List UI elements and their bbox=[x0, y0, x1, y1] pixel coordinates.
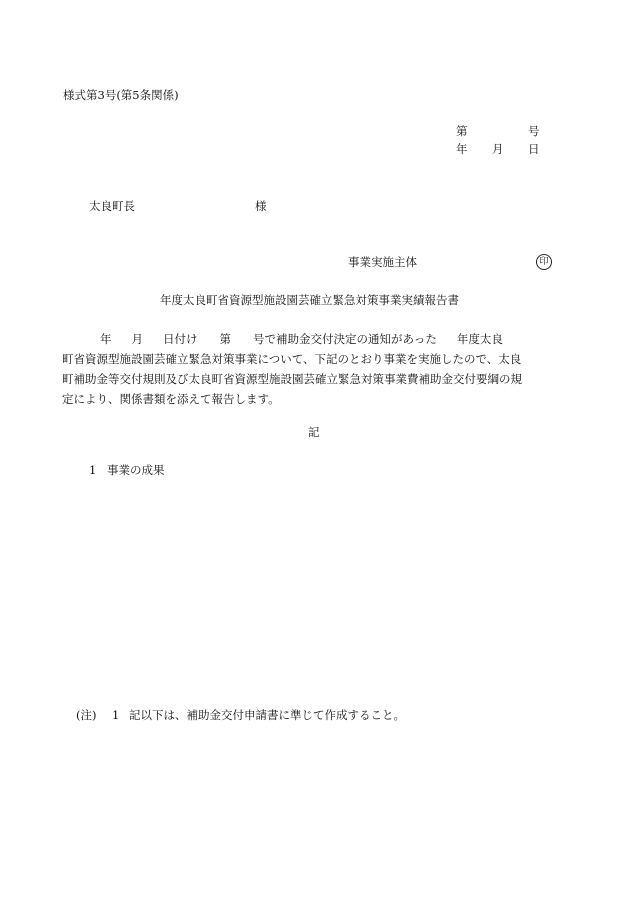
document-title: 年度太良町省資源型施設園芸確立緊急対策事業実績報告書 bbox=[160, 293, 459, 307]
body-fiscal-year: 年度太良 bbox=[456, 332, 503, 346]
section-1-label: 事業の成果 bbox=[107, 463, 165, 477]
note-text: 記以下は、補助金交付申請書に準じて作成すること。 bbox=[129, 708, 405, 722]
document-number-dai: 第 bbox=[456, 124, 468, 138]
addressee-honorific: 様 bbox=[255, 199, 267, 213]
body-line-3: 町補助金等交付規則及び太良町省資源型施設園芸確立緊急対策事業費補助金交付要綱の規 bbox=[62, 372, 522, 386]
form-label: 様式第3号(第5条関係) bbox=[63, 88, 179, 102]
body-line-4: 定により、関係書類を添えて報告します。 bbox=[62, 392, 280, 406]
date-year: 年 bbox=[456, 142, 468, 156]
seal-mark: 印 bbox=[536, 254, 552, 270]
document-number-go: 号 bbox=[528, 124, 540, 138]
body-date-suffix: 日付け bbox=[163, 332, 198, 346]
note-prefix: (注) bbox=[76, 708, 97, 722]
body-notice-text: 号で補助金交付決定の通知があった bbox=[253, 332, 437, 346]
applicant-label: 事業実施主体 bbox=[348, 255, 417, 269]
body-paragraph bbox=[62, 329, 567, 409]
body-line-2: 町省資源型施設園芸確立緊急対策事業について、下記のとおり事業を実施したので、太良 bbox=[62, 352, 522, 366]
body-month: 月 bbox=[131, 332, 143, 346]
ki-heading: 記 bbox=[308, 425, 320, 439]
section-1-number: 1 bbox=[89, 463, 97, 477]
date-day: 日 bbox=[528, 142, 540, 156]
body-dai: 第 bbox=[219, 332, 231, 346]
addressee-name: 太良町長 bbox=[89, 199, 135, 213]
body-line-1 bbox=[62, 329, 567, 349]
date-month: 月 bbox=[492, 142, 504, 156]
body-year: 年 bbox=[100, 332, 112, 346]
note-number: 1 bbox=[112, 708, 120, 722]
